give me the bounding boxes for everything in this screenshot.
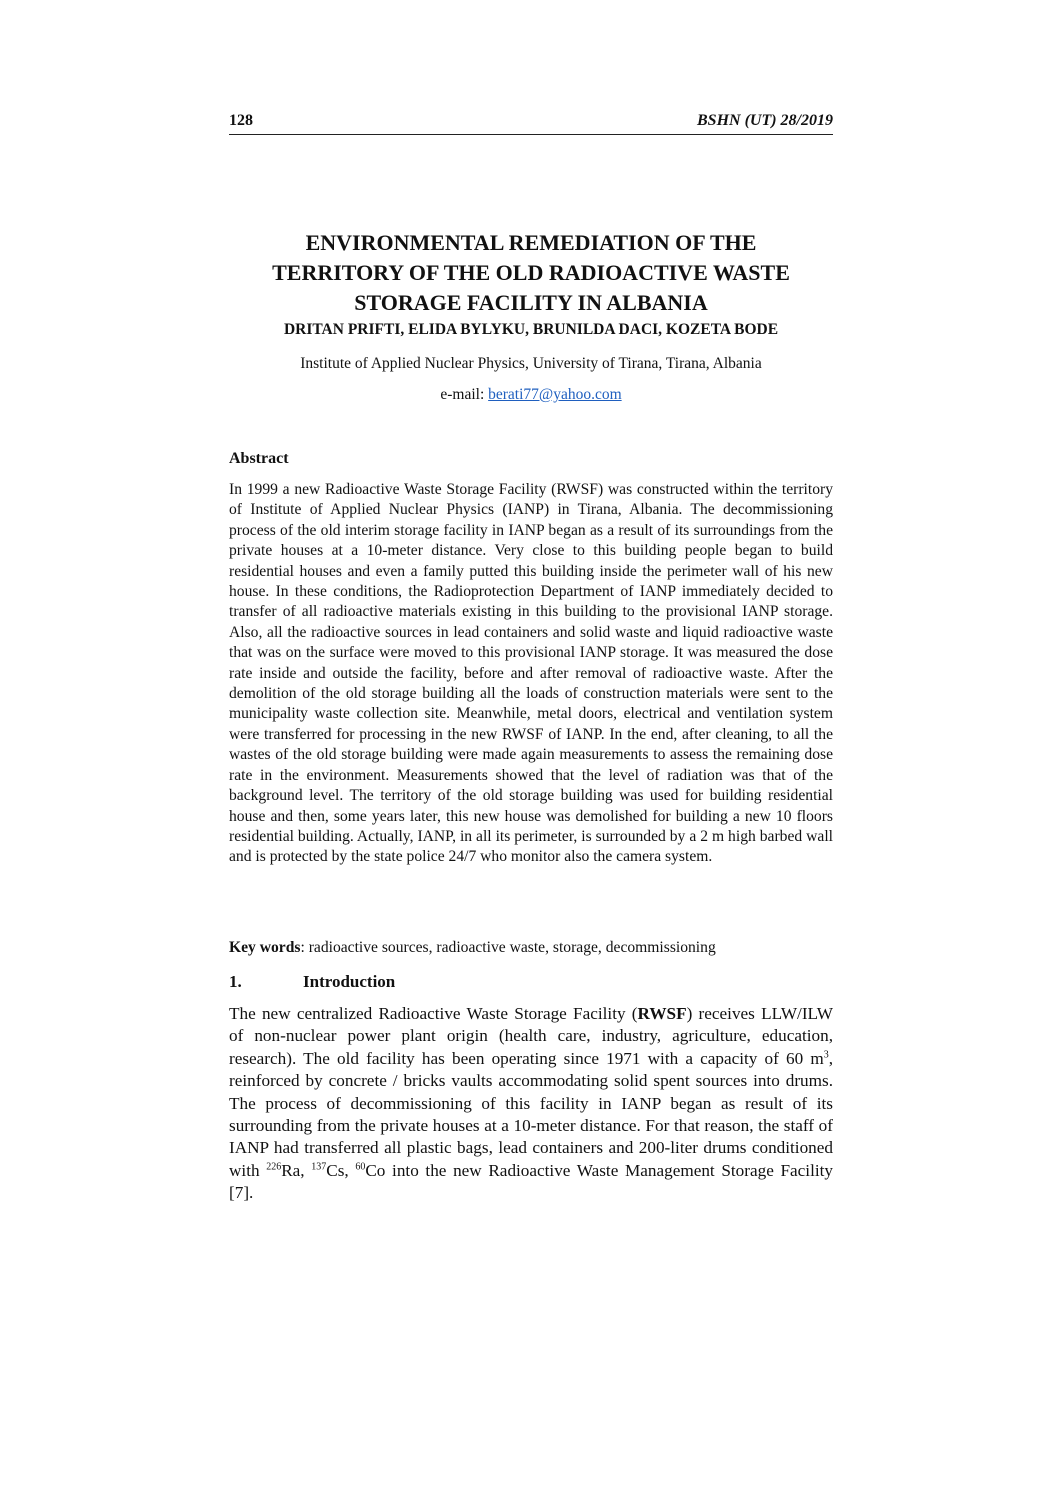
author-list: DRITAN PRIFTI, ELIDA BYLYKU, BRUNILDA DACI, KOZETA BODE (283, 321, 779, 338)
email-label: e-mail: (440, 386, 489, 403)
title-line: STORAGE FACILITY IN ALBANIA (354, 290, 708, 315)
email-link[interactable]: berati77@yahoo.com (488, 386, 622, 403)
abstract-heading: Abstract (229, 450, 289, 467)
affiliation: Institute of Applied Nuclear Physics, University of Tirana, Tirana, Albania (300, 355, 762, 372)
intro-text: Ra, (281, 1160, 312, 1180)
page-number: 128 (229, 112, 253, 129)
section-number: 1. (229, 972, 242, 991)
superscript: 3 (823, 1049, 829, 1061)
paper-title (229, 228, 833, 318)
intro-text: Cs, (326, 1160, 356, 1180)
intro-text: , reinforced by concrete / bricks vaults accommodating solid spent sources into drums. The process of decommissioning of this facility in IANP began as result of its surrounding from the private houses at a 10-meter distance. For that reason, the staff of IANP had transferred all plastic bags, lead containers and 200-liter drums conditioned with (229, 1048, 833, 1180)
title-line: TERRITORY OF THE OLD RADIOACTIVE WASTE (272, 260, 790, 285)
title-line: ENVIRONMENTAL REMEDIATION OF THE (305, 230, 757, 255)
section-heading-introduction (229, 972, 395, 992)
intro-text: Co into the new Radioactive Waste Management Storage Facility [7]. (229, 1160, 833, 1203)
superscript: 137 (311, 1161, 327, 1173)
keywords-line (229, 939, 833, 957)
keywords-text: : radioactive sources, radioactive waste, storage, decommissioning (300, 939, 716, 956)
intro-text: The new centralized Radioactive Waste Storage Facility ( (229, 1004, 638, 1023)
running-header (229, 112, 833, 135)
section-title: Introduction (303, 972, 396, 991)
introduction-paragraph (229, 1003, 833, 1205)
contact-line (229, 386, 833, 404)
intro-bold-term: RWSF (637, 1004, 687, 1023)
intro-text: ) receives LLW/ILW of non-nuclear power plant origin (health care, industry, agriculture, education, research). The old facility has been operating since 1971 with a capacity of 60 m (229, 1004, 833, 1068)
superscript: 226 (266, 1161, 282, 1173)
superscript: 60 (355, 1161, 366, 1173)
abstract-text: In 1999 a new Radioactive Waste Storage Facility (RWSF) was constructed within the territory of Institute of Applied Nuclear Physics (IANP) in Tirana, Albania. The decommissioning process of the old interim storage facility in IANP began as a result of its surroundings from the private houses at a 10-meter distance. Very close to this building people began to build residential houses and even a family putted this building inside the perimeter wall of his new house. In these conditions, the Radioprotection Department of IANP immediately decided to transfer of all radioactive materials existing in this building to the provisional IANP storage. Also, all the radioactive sources in lead containers and solid waste and liquid radioactive waste that was on the surface were moved to this provisional IANP storage. It was measured the dose rate inside and outside the facility, before and after removal of radioactive waste. After the demolition of the old storage building all the loads of construction materials were sent to the municipality waste collection site. Meanwhile, metal doors, electrical and ventilation system were transferred for processing in the new RWSF of IANP. In the end, after cleaning, to all the wastes of the old storage building were made again measurements to assess the remaining dose rate in the environment. Measurements showed that the level of radiation was that of the background level. The territory of the old storage building was used for building residential house and then, some years later, this new house was demolished for building a new 10 floors residential building. Actually, IANP, in all its perimeter, is surrounded by a 2 m high barbed wall and is protected by the state police 24/7 who monitor also the camera system. (229, 481, 833, 866)
journal-reference: BSHN (UT) 28/2019 (697, 112, 833, 129)
keywords-label: Key words (229, 939, 301, 956)
